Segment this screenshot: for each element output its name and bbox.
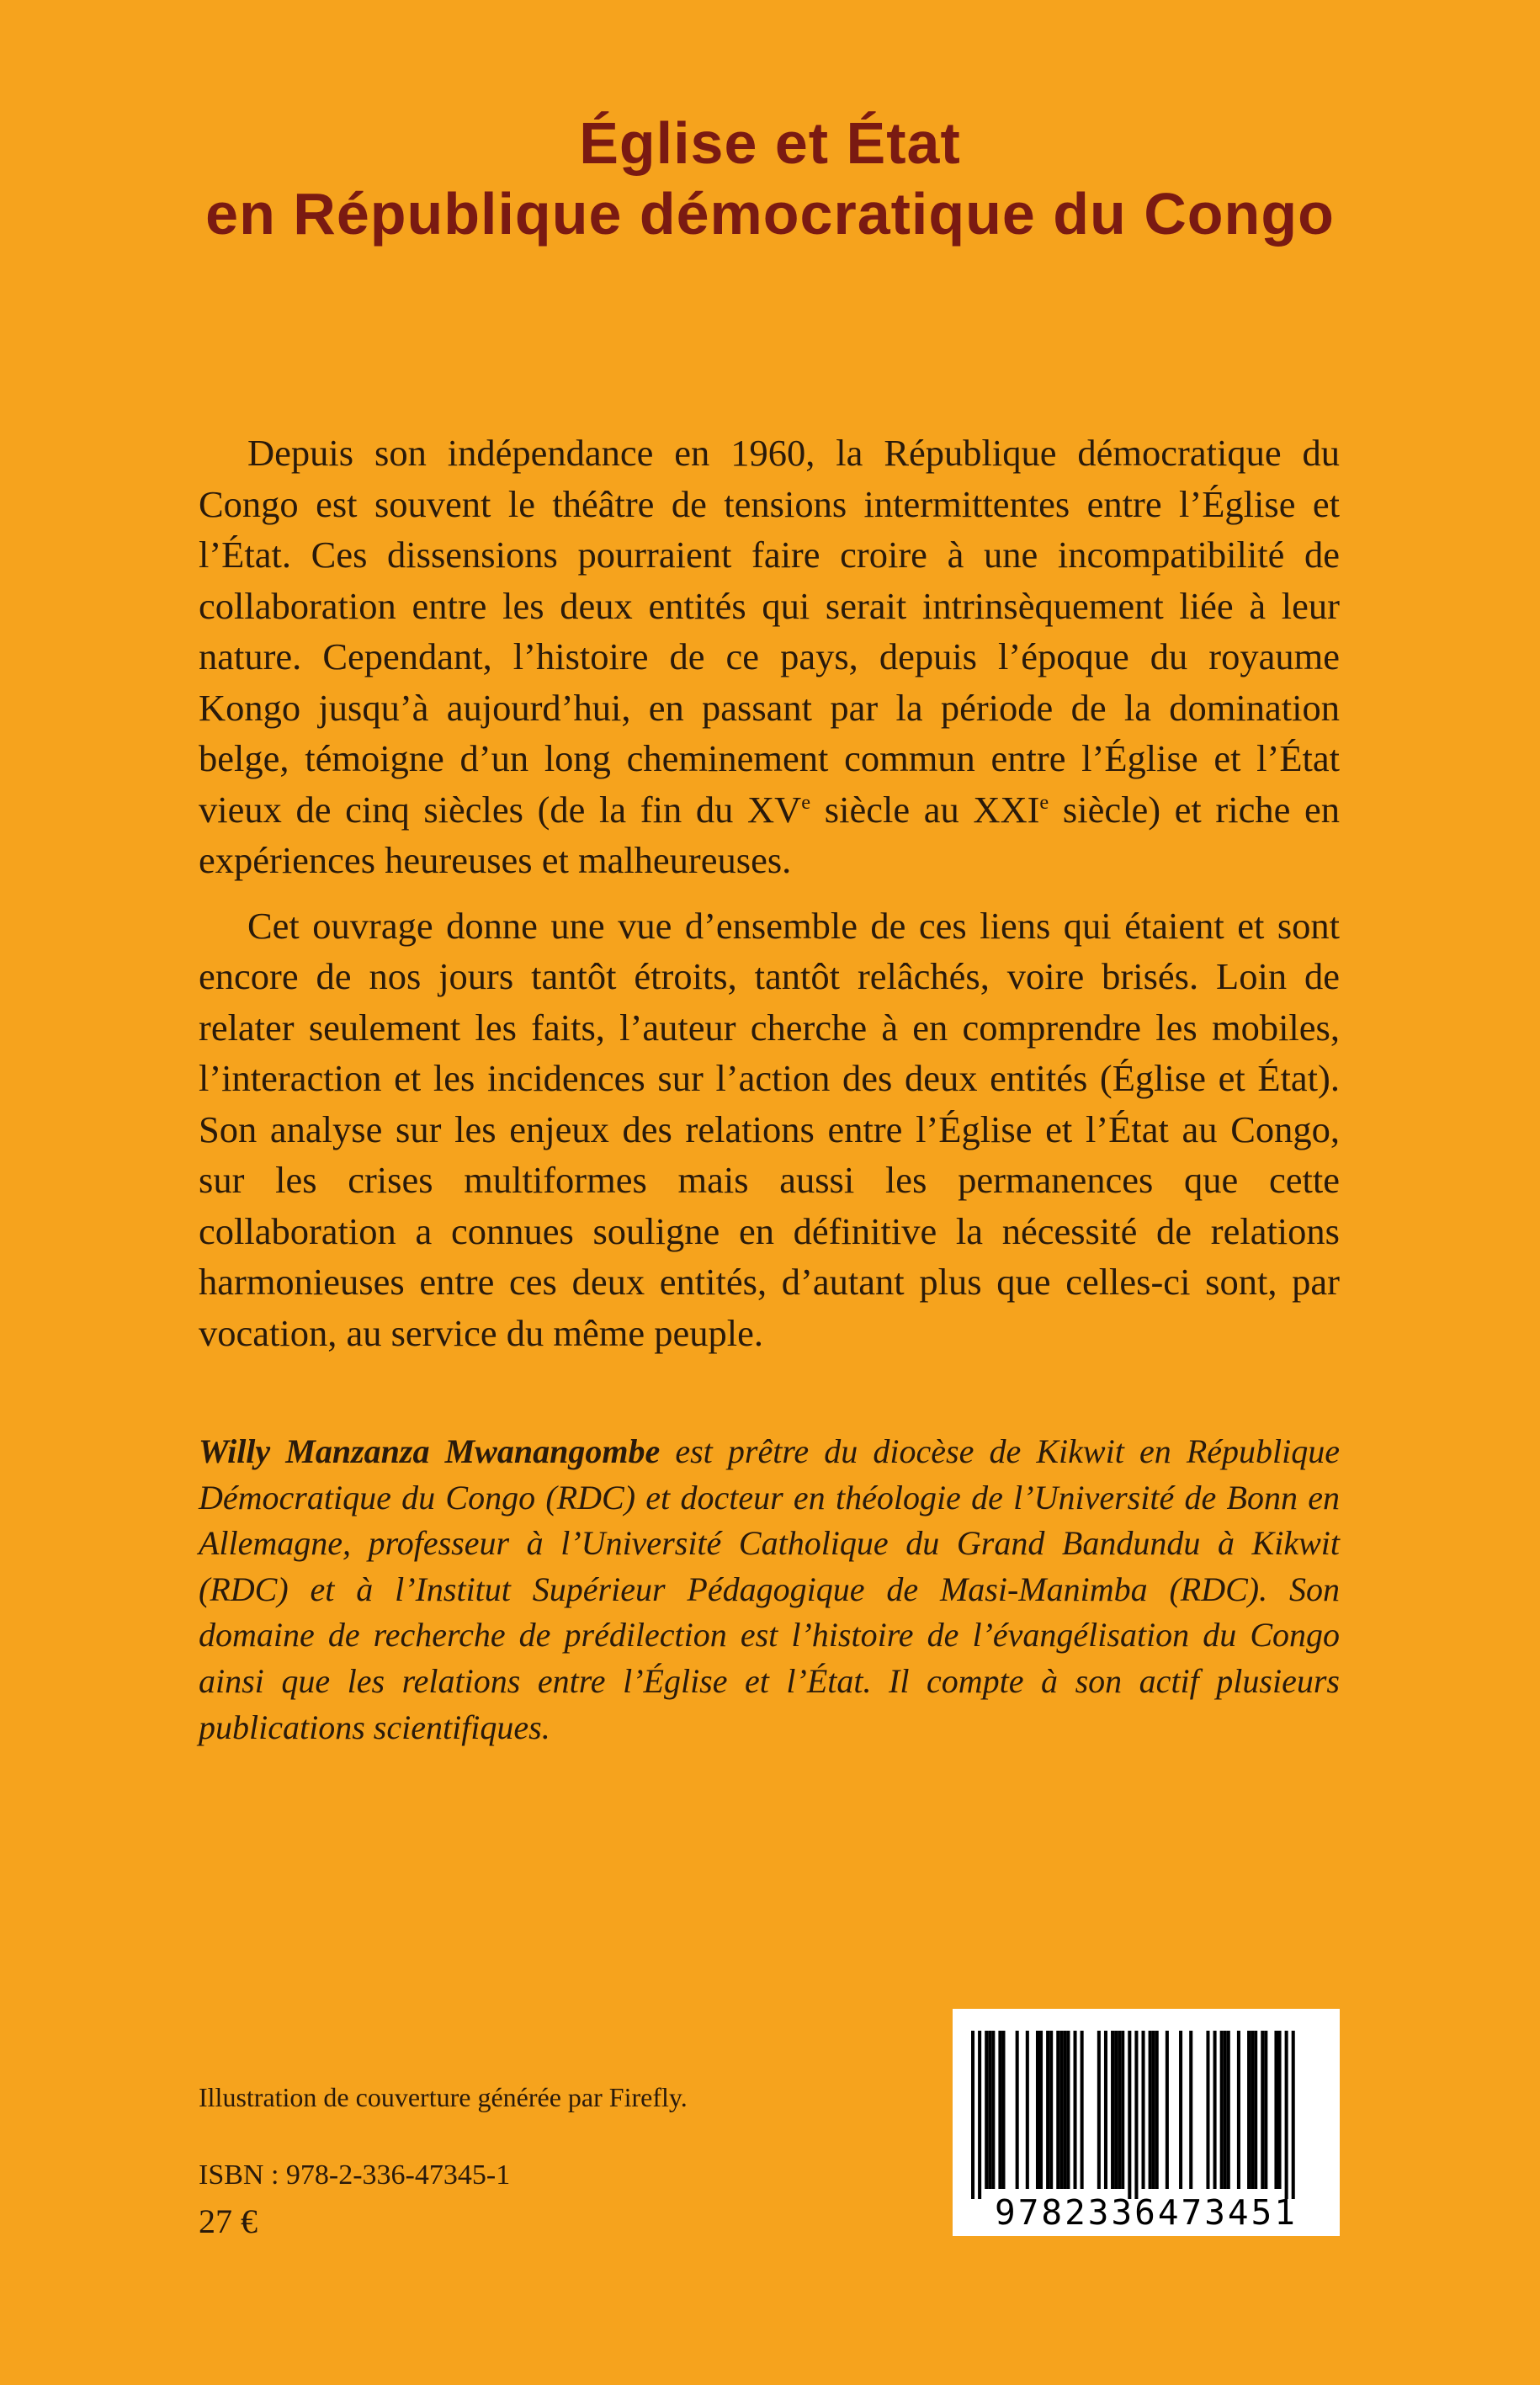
- title-line-2: en République démocratique du Congo: [205, 181, 1335, 247]
- barcode-bar: [991, 2031, 995, 2189]
- barcode-bar: [1155, 2031, 1159, 2189]
- barcode-bar: [1224, 2031, 1227, 2189]
- barcode-bar: [1026, 2031, 1029, 2189]
- summary-paragraph-1: [199, 428, 1340, 886]
- barcode-bar: [1206, 2031, 1209, 2189]
- barcode-bar: [1213, 2031, 1217, 2189]
- barcode-bar: [1074, 2031, 1077, 2189]
- barcode-bar: [1081, 2031, 1084, 2189]
- barcode-bar: [1111, 2031, 1114, 2189]
- barcode-bar: [1059, 2031, 1063, 2189]
- barcode-bar: [1254, 2031, 1257, 2189]
- barcode-bar: [1227, 2031, 1230, 2189]
- barcode-bar: [1063, 2031, 1066, 2189]
- summary-p1-part2: siècle au XXI: [810, 788, 1040, 831]
- isbn: ISBN : 978-2-336-47345-1: [199, 2159, 511, 2191]
- barcode-bar: [1261, 2031, 1264, 2189]
- author-bio: [199, 1429, 1340, 1750]
- barcode-digits: 9782336473451: [995, 2192, 1298, 2233]
- barcode-bar: [1016, 2031, 1019, 2189]
- barcode-bar: [1166, 2031, 1169, 2189]
- barcode-bar: [1152, 2031, 1155, 2189]
- book-title: [0, 108, 1540, 249]
- barcode-bar: [1039, 2031, 1043, 2189]
- barcode-bar: [1274, 2031, 1277, 2189]
- barcode-bar: [1189, 2031, 1192, 2189]
- price: 27 €: [199, 2202, 258, 2240]
- barcode: [953, 2009, 1340, 2236]
- barcode-bar: [1104, 2031, 1107, 2189]
- barcode-bar: [988, 2031, 991, 2189]
- barcode-bar: [1142, 2031, 1145, 2189]
- superscript-2: e: [1039, 790, 1049, 814]
- barcode-bar: [1036, 2031, 1039, 2189]
- barcode-bar: [978, 2031, 981, 2199]
- barcode-bar: [1066, 2031, 1070, 2189]
- barcode-bar: [985, 2031, 988, 2189]
- barcode-bar: [1114, 2031, 1118, 2189]
- barcode-bar: [1149, 2031, 1152, 2189]
- summary-paragraph-2: Cet ouvrage donne une vue d’ensemble de ces liens qui étaient et sont encore de nos jours tantôt étroits, tantôt relâchés, voire brisés. Loin de relater seulement les faits, l’auteur cherche à en comprendre les mobiles, l’interaction et les incidences sur l’action des deux entités (Église et État). Son analyse sur les enjeux des relations entre l’Église et l’État au Congo, sur les crises multiformes mais aussi les permanences que cette collaboration a connues souligne en définitive la nécessité de relations harmonieuses entre ces deux entités, d’autant plus que celles-ci sont, par vocation, au service du même peuple.: [199, 904, 1340, 1354]
- barcode-bar: [1001, 2031, 1005, 2189]
- barcode-bar: [1134, 2031, 1138, 2199]
- summary-p1-part3: siècle) et riche en expériences heureuses et malheureuses.: [199, 788, 1340, 881]
- barcode-bar: [1285, 2031, 1288, 2199]
- barcode-bar: [1046, 2031, 1049, 2189]
- barcode-bar: [1292, 2031, 1295, 2199]
- barcode-bar: [1251, 2031, 1254, 2189]
- barcode-bar: [1278, 2031, 1282, 2189]
- superscript-1: e: [801, 790, 811, 814]
- summary: [199, 428, 1340, 1373]
- barcode-bar: [998, 2031, 1001, 2189]
- title-line-1: Église et État: [579, 110, 961, 176]
- barcode-bar: [1179, 2031, 1182, 2189]
- barcode-bar: [1247, 2031, 1251, 2189]
- barcode-bar: [1264, 2031, 1267, 2189]
- author-bio-text: est prêtre du diocèse de Kikwit en République Démocratique du Congo (RDC) et docteur en théologie de l’Université de Bonn en Allemagne, professeur à l’Université Catholique du Grand Bandundu à Kikwit (RDC) et à l’Institut Supérieur Pédagogique de Masi-Manimba (RDC). Son domaine de recherche de prédilection est l’histoire de l’évangélisation du Congo ainsi que les relations entre l’Église et l’État. Il compte à son actif plusieurs publications scientifiques.: [199, 1432, 1340, 1746]
- barcode-bar: [1118, 2031, 1121, 2189]
- author-name: Willy Manzanza Mwanangombe: [199, 1432, 661, 1470]
- barcode-bar: [1220, 2031, 1224, 2189]
- barcode-bar: [971, 2031, 974, 2199]
- barcode-bar: [1056, 2031, 1059, 2189]
- barcode-bar: [1121, 2031, 1124, 2189]
- barcode-bar: [1049, 2031, 1053, 2189]
- cover-credit: Illustration de couverture générée par Firefly.: [199, 2082, 688, 2112]
- barcode-bar: [1097, 2031, 1101, 2189]
- barcode-bar: [1237, 2031, 1240, 2189]
- barcode-bar: [1128, 2031, 1131, 2199]
- summary-p1-part1: Depuis son indépendance en 1960, la République démocratique du Congo est souvent le théâtre de tensions intermittentes entre l’Église et l’État. Ces dissensions pourraient faire croire à une incompatibilité de collaboration entre les deux entités qui serait intrinsèquement liée à leur nature. Cependant, l’histoire de ce pays, depuis l’époque du royaume Kongo jusqu’à aujourd’hui, en passant par la période de la domination belge, témoigne d’un long cheminement commun entre l’Église et l’État vieux de cinq siècles (de la fin du XV: [199, 432, 1340, 831]
